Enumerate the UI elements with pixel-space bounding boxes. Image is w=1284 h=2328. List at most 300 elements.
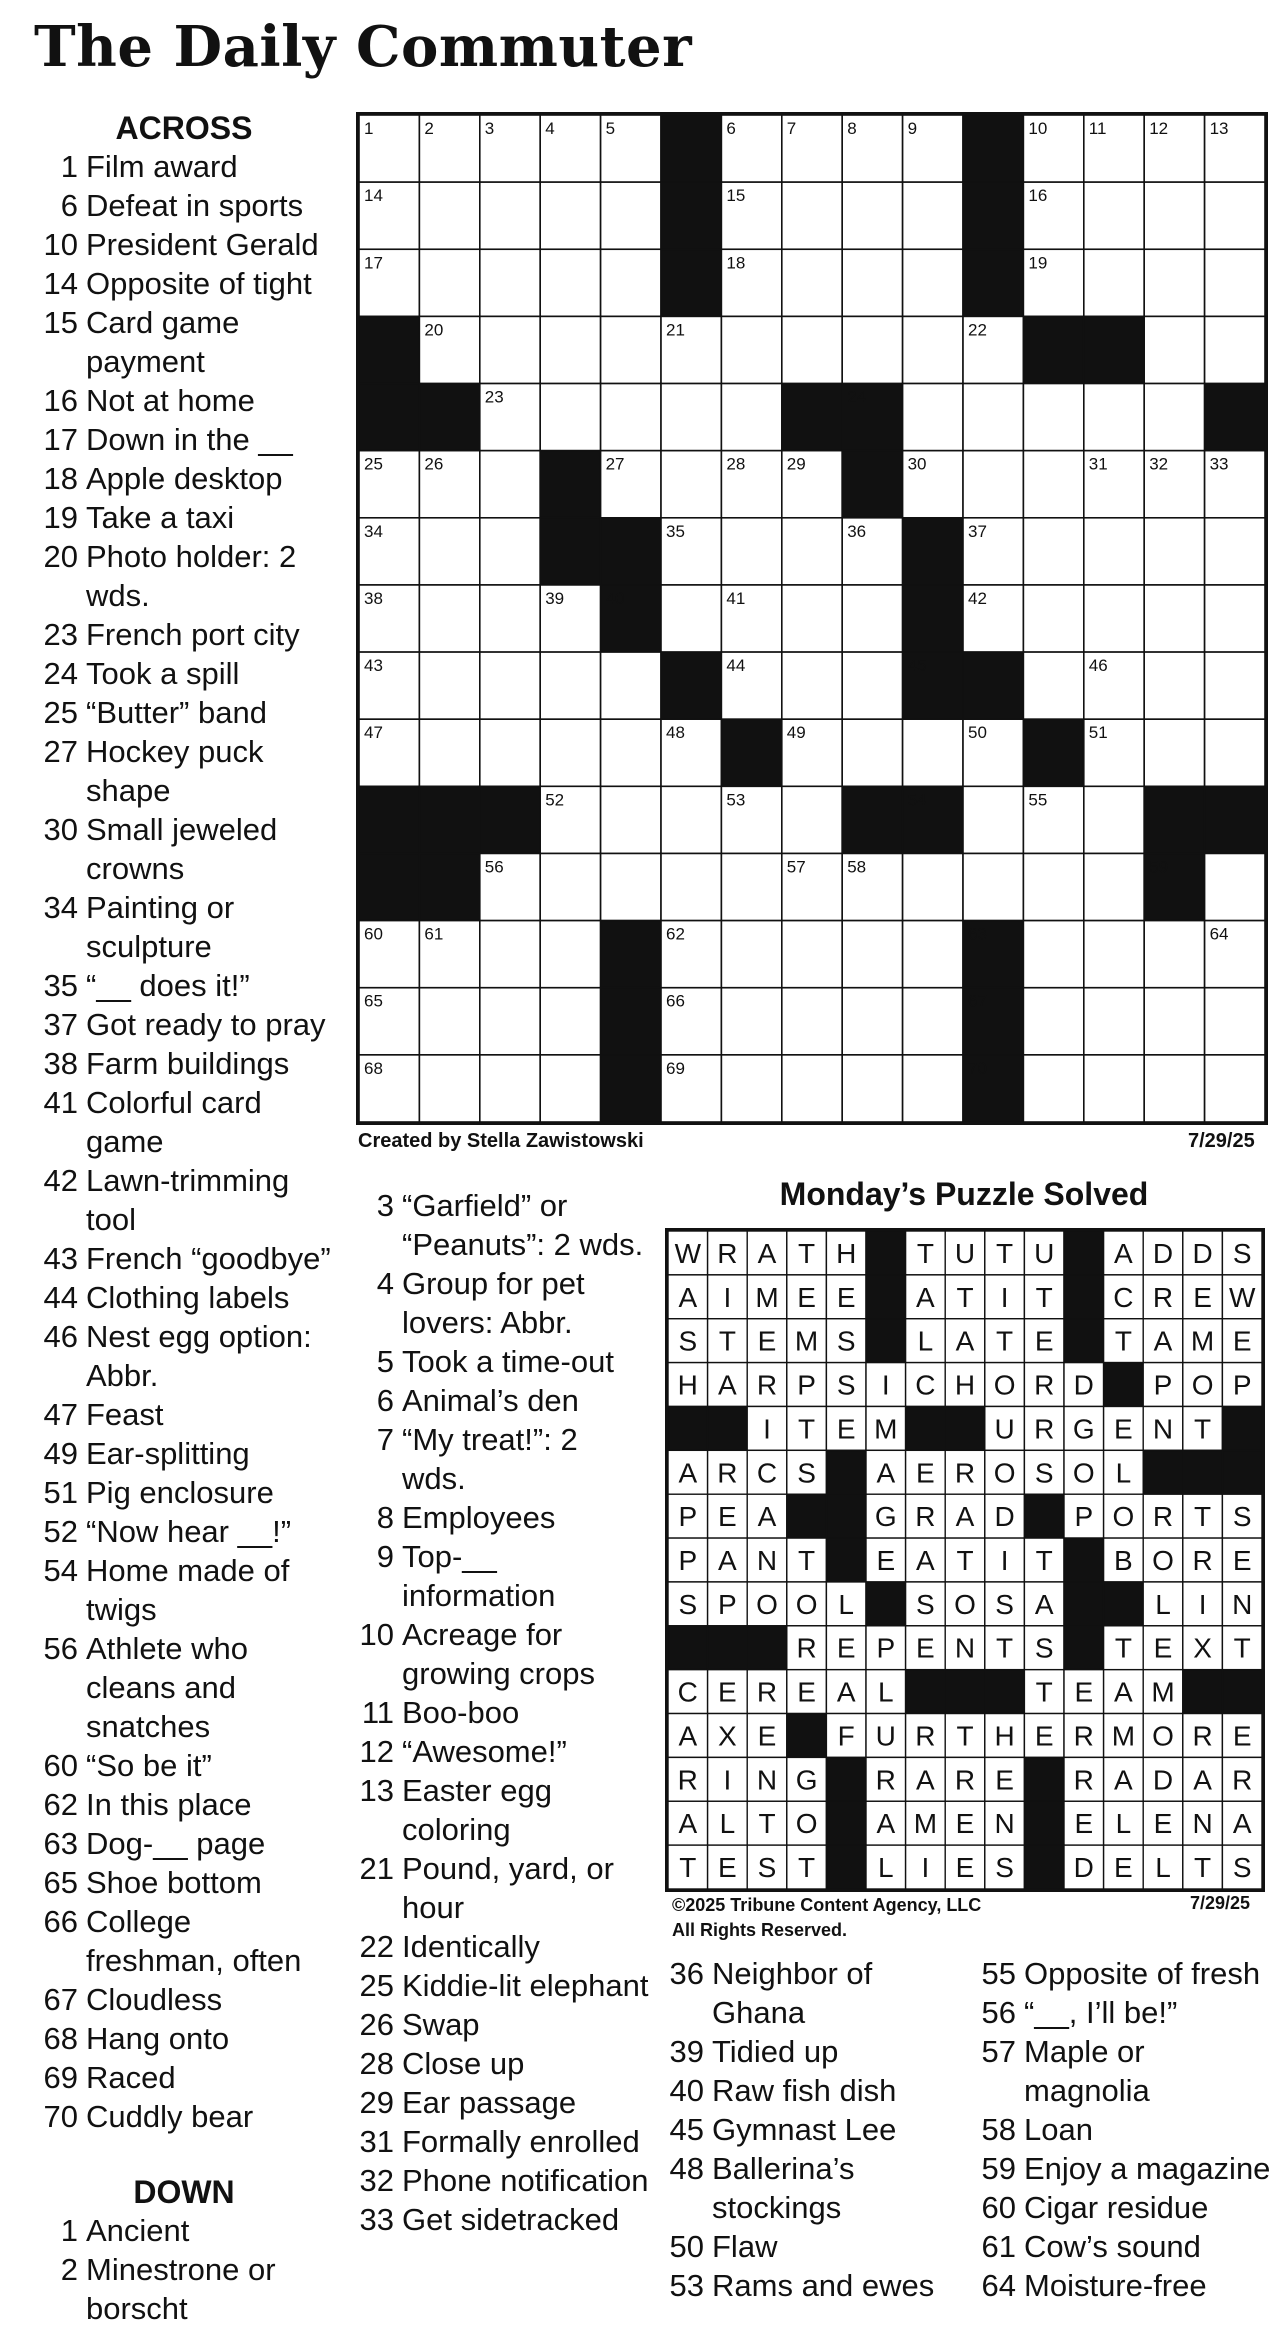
grid-cell[interactable] (721, 988, 781, 1055)
grid-cell[interactable] (480, 652, 540, 719)
grid-cell[interactable] (903, 249, 963, 316)
grid-cell[interactable] (1144, 652, 1204, 719)
grid-cell[interactable] (1205, 719, 1265, 786)
solved-letter: D (1073, 1369, 1094, 1401)
black-square (601, 1055, 661, 1122)
clue-text: Cow’s sound (1024, 2229, 1201, 2264)
grid-cell[interactable] (903, 921, 963, 988)
solved-letter: A (678, 1457, 698, 1489)
grid-cell[interactable] (1205, 853, 1265, 920)
grid-cell[interactable] (903, 988, 963, 1055)
grid-cell[interactable] (1023, 585, 1083, 652)
solved-letter: C (756, 1457, 778, 1489)
grid-cell[interactable] (661, 853, 721, 920)
clue-text: Opposite of fresh (1024, 1956, 1261, 1991)
solved-letter: M (874, 1413, 898, 1445)
solved-letter: H (677, 1369, 698, 1401)
cell-number: 67 (968, 991, 987, 1011)
grid-cell[interactable] (419, 249, 479, 316)
grid-cell[interactable] (1144, 1055, 1204, 1122)
clue-item (350, 1498, 650, 1537)
clue-number: 18 (43, 461, 78, 496)
grid-cell[interactable] (601, 853, 661, 920)
grid-cell[interactable] (1084, 853, 1144, 920)
clue-column-3 (660, 1954, 960, 2305)
clue-number: 62 (43, 1787, 78, 1822)
clue-text: “__ does it!” (86, 968, 250, 1003)
cell-number: 24 (847, 387, 867, 407)
cell-number: 14 (364, 186, 383, 206)
solved-letter: S (836, 1325, 856, 1357)
grid-cell[interactable] (1023, 1055, 1083, 1122)
clue-item (34, 693, 334, 732)
cell-number: 42 (968, 588, 987, 608)
black-square (1205, 384, 1265, 451)
clue-number: 6 (60, 188, 78, 223)
grid-cell[interactable] (1023, 518, 1083, 585)
grid-cell[interactable] (1023, 853, 1083, 920)
clue-number: 57 (981, 2034, 1016, 2069)
clue-text: Top-__ information (402, 1539, 556, 1613)
solved-letter: R (1152, 1281, 1174, 1313)
clue-text: “My treat!”: 2 wds. (402, 1422, 578, 1496)
solved-black-square (866, 1275, 906, 1319)
clue-number: 37 (43, 1007, 78, 1042)
clue-number: 19 (43, 500, 78, 535)
clue-text: Took a spill (86, 656, 240, 691)
clue-text: “So be it” (86, 1748, 212, 1783)
grid-cell[interactable] (1084, 786, 1144, 853)
grid-cell[interactable] (480, 988, 540, 1055)
grid-cell[interactable] (782, 921, 842, 988)
grid-cell[interactable] (1205, 585, 1265, 652)
grid-cell[interactable] (842, 652, 902, 719)
clue-text: In this place (86, 1787, 252, 1822)
grid-cell[interactable] (480, 316, 540, 383)
grid-cell[interactable] (1084, 921, 1144, 988)
grid-cell[interactable] (1084, 518, 1144, 585)
clue-item (34, 2211, 334, 2250)
grid-cell[interactable] (480, 518, 540, 585)
clue-number: 32 (359, 2163, 394, 2198)
clue-item (34, 420, 334, 459)
solved-letter: S (797, 1457, 816, 1489)
grid-cell[interactable] (1205, 988, 1265, 1055)
grid-cell[interactable] (721, 1055, 781, 1122)
cell-number: 33 (1209, 454, 1229, 474)
solved-letter: I (1000, 1545, 1009, 1576)
cell-number: 6 (726, 119, 736, 138)
clue-number: 64 (981, 2268, 1016, 2303)
clue-number: 23 (43, 617, 78, 652)
grid-cell[interactable] (842, 316, 902, 383)
clue-number: 42 (43, 1163, 78, 1198)
solved-letter: A (678, 1281, 698, 1313)
black-square (601, 988, 661, 1055)
solved-letter: L (1155, 1588, 1171, 1620)
clue-text: Defeat in sports (86, 188, 304, 223)
solved-letter: A (916, 1764, 935, 1796)
grid-cell[interactable] (601, 719, 661, 786)
solved-letter: E (1074, 1808, 1094, 1840)
grid-cell[interactable] (480, 921, 540, 988)
solved-letter: R (875, 1764, 896, 1796)
grid-cell[interactable] (782, 988, 842, 1055)
clue-number: 47 (43, 1397, 78, 1432)
cell-number: 17 (364, 253, 383, 273)
grid-cell[interactable] (782, 249, 842, 316)
grid-cell[interactable] (1205, 1055, 1265, 1122)
grid-cell[interactable] (721, 853, 781, 920)
cell-number: 8 (847, 119, 857, 138)
clue-text: Moisture-free (1024, 2268, 1207, 2303)
black-square (661, 652, 721, 719)
clue-text: Enjoy a magazine (1024, 2151, 1271, 2186)
grid-cell[interactable] (419, 518, 479, 585)
solved-letter: N (1232, 1588, 1253, 1620)
grid-cell[interactable] (782, 518, 842, 585)
solved-black-square (1024, 1845, 1064, 1889)
black-square (1023, 719, 1083, 786)
grid-cell[interactable] (1023, 384, 1083, 451)
clue-item (350, 2083, 650, 2122)
solved-letter: O (1112, 1501, 1135, 1533)
solved-letter: E (1034, 1720, 1054, 1752)
grid-cell[interactable] (419, 585, 479, 652)
clue-number: 27 (43, 734, 78, 769)
grid-cell[interactable] (842, 719, 902, 786)
grid-cell[interactable] (721, 921, 781, 988)
clue-number: 25 (43, 695, 78, 730)
black-square (903, 585, 963, 652)
grid-cell[interactable] (419, 719, 479, 786)
grid-cell[interactable] (419, 182, 479, 249)
solved-black-square (787, 1714, 827, 1758)
solved-letter: T (1035, 1676, 1053, 1708)
clue-item (660, 2227, 960, 2266)
grid-cell[interactable] (1023, 921, 1083, 988)
grid-cell[interactable] (601, 249, 661, 316)
solved-letter: T (1194, 1852, 1212, 1884)
grid-cell[interactable] (721, 384, 781, 451)
grid-cell[interactable] (721, 316, 781, 383)
solved-grid (665, 1228, 1265, 1892)
black-square (419, 853, 479, 920)
clue-number: 33 (359, 2202, 394, 2237)
clue-text: Rams and ewes (712, 2268, 935, 2303)
solved-letter: E (1153, 1632, 1173, 1664)
grid-cell[interactable] (661, 786, 721, 853)
solved-letter: A (757, 1237, 777, 1269)
grid-cell[interactable] (480, 182, 540, 249)
grid-cell[interactable] (782, 1055, 842, 1122)
solved-black-square (826, 1538, 866, 1582)
clue-number: 15 (43, 305, 78, 340)
grid-cell[interactable] (782, 652, 842, 719)
grid-cell[interactable] (1023, 988, 1083, 1055)
cell-number: 13 (1209, 119, 1229, 138)
cell-number: 64 (1209, 924, 1229, 944)
grid-cell[interactable] (480, 451, 540, 518)
solved-letter: S (678, 1588, 698, 1620)
clue-item (350, 1615, 650, 1693)
grid-cell[interactable] (963, 853, 1023, 920)
solved-black-square (1222, 1450, 1262, 1494)
grid-cell[interactable] (480, 1055, 540, 1122)
grid-cell[interactable] (1084, 1055, 1144, 1122)
solved-letter: N (756, 1764, 778, 1796)
solved-puzzle-title: Monday’s Puzzle Solved (779, 1176, 1149, 1212)
solved-letter: U (1034, 1237, 1055, 1269)
clue-text: Tidied up (712, 2034, 839, 2069)
black-square (419, 384, 479, 451)
clue-text: Cigar residue (1024, 2190, 1209, 2225)
grid-cell[interactable] (842, 249, 902, 316)
grid-cell[interactable] (661, 451, 721, 518)
grid-cell[interactable] (903, 316, 963, 383)
cell-number: 34 (364, 521, 383, 541)
cell-number: 22 (968, 320, 987, 340)
grid-cell[interactable] (1084, 182, 1144, 249)
grid-cell[interactable] (1144, 316, 1204, 383)
clue-item (660, 2149, 960, 2227)
clue-number: 43 (43, 1241, 78, 1276)
grid-cell[interactable] (480, 249, 540, 316)
crossword-grid[interactable] (356, 112, 1268, 1125)
clue-item (350, 1849, 650, 1927)
cell-number: 51 (1088, 723, 1108, 743)
grid-cell[interactable] (1144, 384, 1204, 451)
clue-item (34, 732, 334, 810)
down-heading: DOWN (133, 2174, 235, 2210)
clue-text: Ear passage (402, 2085, 577, 2120)
grid-cell[interactable] (601, 182, 661, 249)
clue-number: 2 (60, 2252, 78, 2287)
clue-item (350, 1693, 650, 1732)
grid-cell[interactable] (540, 316, 600, 383)
across-heading: ACROSS (115, 110, 253, 146)
grid-cell[interactable] (540, 384, 600, 451)
grid-cell[interactable] (721, 518, 781, 585)
clue-text: Employees (402, 1500, 556, 1535)
grid-cell[interactable] (419, 652, 479, 719)
solved-letter: T (916, 1237, 934, 1269)
solved-letter: I (723, 1281, 732, 1313)
grid-cell[interactable] (419, 988, 479, 1055)
grid-cell[interactable] (601, 786, 661, 853)
grid-cell[interactable] (1144, 249, 1204, 316)
clue-item (34, 1746, 334, 1785)
grid-cell[interactable] (842, 988, 902, 1055)
grid-cell[interactable] (1205, 652, 1265, 719)
grid-cell[interactable] (782, 316, 842, 383)
grid-cell[interactable] (540, 719, 600, 786)
clue-item (660, 1954, 960, 2032)
solved-letter: E (836, 1281, 856, 1313)
clue-text: Raw fish dish (712, 2073, 897, 2108)
grid-cell[interactable] (1144, 988, 1204, 1055)
clue-text: Not at home (86, 383, 255, 418)
grid-cell[interactable] (963, 384, 1023, 451)
solved-letter: O (1072, 1457, 1095, 1489)
black-square (419, 786, 479, 853)
solved-black-square (747, 1626, 787, 1670)
cell-number: 7 (786, 119, 797, 138)
grid-cell[interactable] (903, 853, 963, 920)
solved-letter: P (718, 1588, 737, 1620)
grid-cell[interactable] (540, 652, 600, 719)
solved-black-square (1104, 1582, 1144, 1626)
black-square (480, 786, 540, 853)
solved-letter: T (956, 1720, 974, 1752)
grid-cell[interactable] (540, 921, 600, 988)
grid-cell[interactable] (601, 316, 661, 383)
black-square (601, 921, 661, 988)
grid-cell[interactable] (1084, 988, 1144, 1055)
solved-letter: U (875, 1720, 896, 1752)
grid-cell[interactable] (419, 1055, 479, 1122)
down-clue-list-4 (972, 1954, 1272, 2305)
solved-letter: E (1114, 1852, 1133, 1884)
cell-number: 46 (1088, 656, 1108, 676)
solved-black-square (985, 1670, 1025, 1714)
grid-cell[interactable] (1084, 585, 1144, 652)
solved-letter: T (718, 1325, 736, 1357)
solved-letter: M (913, 1808, 938, 1840)
grid-cell[interactable] (1023, 451, 1083, 518)
grid-cell[interactable] (540, 182, 600, 249)
solved-black-square (1183, 1450, 1223, 1494)
solved-letter: R (677, 1764, 698, 1796)
clue-text: Dog-__ page (86, 1826, 266, 1861)
grid-cell[interactable] (1084, 249, 1144, 316)
cell-number: 16 (1028, 186, 1048, 206)
grid-cell[interactable] (903, 182, 963, 249)
black-square (359, 384, 419, 451)
grid-cell[interactable] (661, 585, 721, 652)
grid-cell[interactable] (1144, 585, 1204, 652)
solved-letter: E (718, 1852, 737, 1884)
grid-cell[interactable] (1144, 921, 1204, 988)
solved-grid-svg (668, 1231, 1262, 1889)
grid-cell[interactable] (782, 182, 842, 249)
clue-item (34, 1083, 334, 1161)
grid-cell[interactable] (1205, 249, 1265, 316)
clue-number: 59 (981, 2151, 1016, 2186)
grid-cell[interactable] (480, 585, 540, 652)
cell-number: 59 (1149, 857, 1169, 877)
black-square (963, 249, 1023, 316)
black-square (842, 451, 902, 518)
cell-number: 53 (726, 790, 746, 810)
grid-cell[interactable] (1084, 384, 1144, 451)
grid-cell[interactable] (842, 1055, 902, 1122)
solved-letter: E (1034, 1325, 1054, 1357)
clue-number: 31 (359, 2124, 394, 2159)
black-square (842, 786, 902, 853)
grid-cell[interactable] (601, 384, 661, 451)
clue-item (350, 2161, 650, 2200)
cell-number: 56 (484, 857, 504, 877)
grid-cell[interactable] (903, 384, 963, 451)
grid-cell[interactable] (540, 853, 600, 920)
grid-cell[interactable] (903, 1055, 963, 1122)
grid-cell[interactable] (963, 451, 1023, 518)
clue-item (350, 1186, 650, 1264)
clue-number: 25 (359, 1968, 394, 2003)
clue-number: 14 (43, 266, 78, 301)
cell-number: 4 (545, 119, 555, 138)
grid-cell[interactable] (903, 719, 963, 786)
clue-number: 48 (669, 2151, 704, 2186)
solved-letter: A (1114, 1676, 1133, 1708)
clue-item (34, 381, 334, 420)
solved-letter: L (917, 1325, 934, 1357)
grid-cell[interactable] (1205, 518, 1265, 585)
solved-letter: E (836, 1413, 856, 1445)
grid-cell[interactable] (782, 585, 842, 652)
solved-letter: T (1035, 1281, 1053, 1313)
solved-letter: A (718, 1369, 737, 1401)
grid-cell[interactable] (1144, 182, 1204, 249)
grid-cell[interactable] (1205, 182, 1265, 249)
solved-letter: L (1115, 1808, 1132, 1840)
grid-cell[interactable] (540, 988, 600, 1055)
clue-number: 50 (669, 2229, 704, 2264)
solved-letter: S (1232, 1852, 1252, 1884)
solved-letter: S (995, 1588, 1014, 1620)
grid-cell[interactable] (842, 585, 902, 652)
grid-cell[interactable] (601, 652, 661, 719)
clue-number: 12 (359, 1734, 394, 1769)
grid-cell[interactable] (782, 786, 842, 853)
clue-text: Gymnast Lee (712, 2112, 897, 2147)
solved-letter: A (1193, 1764, 1212, 1796)
copyright (672, 1893, 981, 1943)
clue-item (34, 1902, 334, 1980)
solved-letter: S (1232, 1501, 1252, 1533)
grid-cell[interactable] (963, 786, 1023, 853)
clue-number: 34 (43, 890, 78, 925)
grid-cell[interactable] (1144, 719, 1204, 786)
clue-column-1 (34, 110, 334, 2328)
solved-letter: E (1153, 1808, 1173, 1840)
clue-text: Took a time-out (402, 1344, 614, 1379)
clue-number: 17 (43, 422, 78, 457)
clue-item (972, 2188, 1272, 2227)
grid-cell[interactable] (842, 182, 902, 249)
grid-cell[interactable] (1023, 652, 1083, 719)
grid-cell[interactable] (540, 249, 600, 316)
clue-text: “Butter” band (86, 695, 267, 730)
grid-cell[interactable] (540, 1055, 600, 1122)
solved-black-square (1064, 1538, 1104, 1582)
grid-cell[interactable] (480, 719, 540, 786)
clue-text: French “goodbye” (86, 1241, 331, 1276)
grid-cell[interactable] (661, 384, 721, 451)
grid-cell[interactable] (1144, 518, 1204, 585)
cell-number: 1 (364, 119, 374, 138)
grid-cell[interactable] (1205, 316, 1265, 383)
grid-cell[interactable] (842, 921, 902, 988)
clue-text: Colorful card game (86, 1085, 262, 1159)
clue-text: Flaw (712, 2229, 778, 2264)
clue-item (34, 186, 334, 225)
clue-item (34, 264, 334, 303)
solved-letter: E (757, 1720, 777, 1752)
solved-letter: A (955, 1325, 975, 1357)
solved-letter: E (1074, 1676, 1094, 1708)
